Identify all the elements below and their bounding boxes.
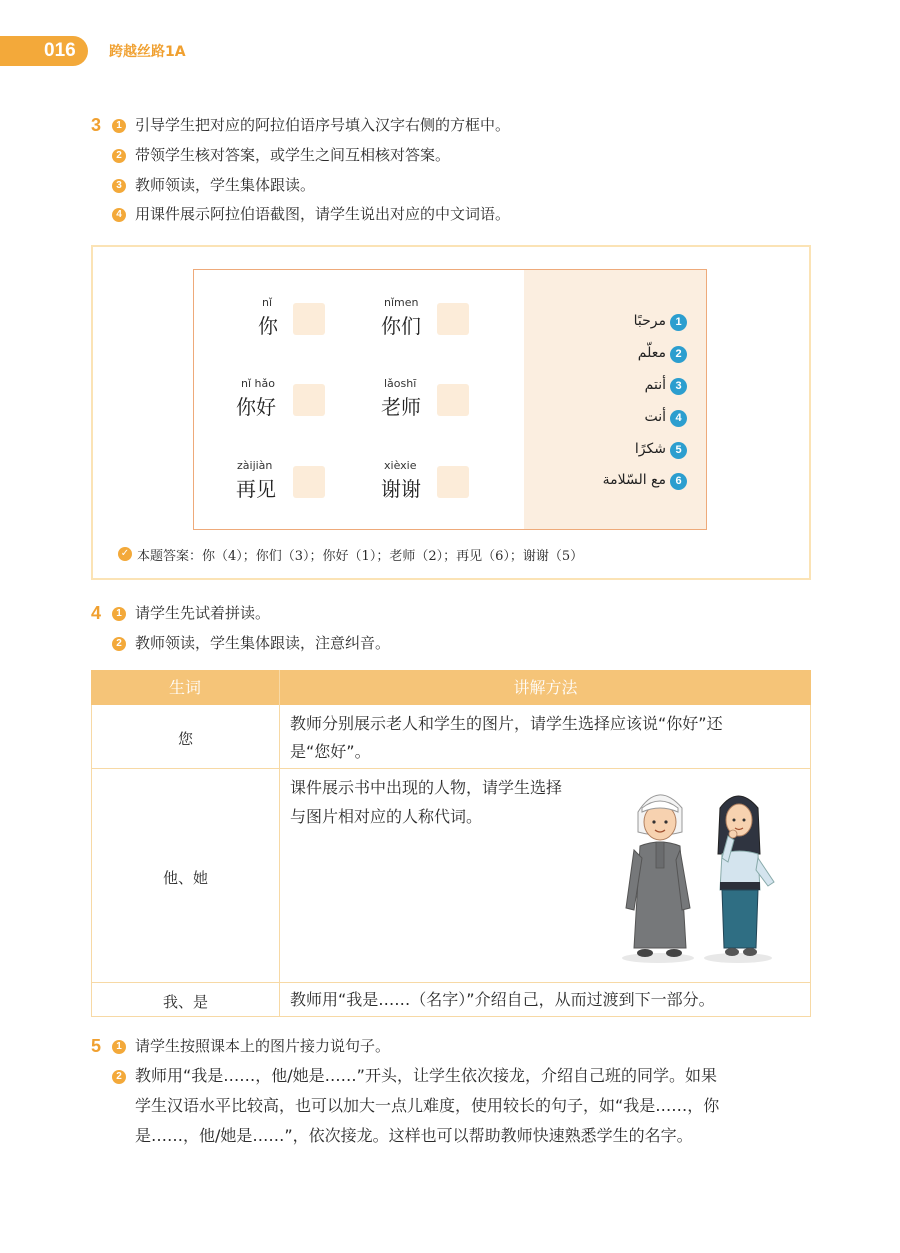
arabic-number: 2 — [670, 346, 687, 363]
section-3-bullet-1: 1 — [112, 119, 126, 133]
table-row-text: 教师用“我是……（名字）”介绍自己，从而过渡到下一部分。 — [290, 990, 715, 1009]
characters-illustration — [610, 778, 800, 968]
table-row-text: 教师分别展示老人和学生的图片，请学生选择应该说“你好”还 — [290, 714, 723, 733]
arabic-word: مرحبًا — [633, 313, 666, 329]
arabic-number: 5 — [670, 442, 687, 459]
section-5-item-2-line-1: 教师用“我是……，他/她是……”开头，让学生依次接龙，介绍自己班的同学。如果 — [135, 1066, 717, 1085]
word-pinyin: nǐmen — [384, 296, 419, 309]
section-3-item-3: 教师领读，学生集体跟读。 — [135, 176, 316, 194]
answer-key: 本题答案：你（4）；你们（3）；你好（1）；老师（2）；再见（6）；谢谢（5） — [137, 549, 584, 564]
table-row-text: 课件展示书中出现的人物，请学生选择 — [290, 778, 563, 797]
arabic-word: أنت — [644, 409, 666, 425]
section-4-item-1: 请学生先试着拼读。 — [135, 604, 271, 622]
word-pinyin: nǐ hǎo — [241, 377, 275, 390]
section-5-number: 5 — [91, 1036, 102, 1056]
table-row-word: 我、是 — [162, 993, 208, 1011]
word-hanzi: 你好 — [236, 395, 276, 419]
answer-box[interactable] — [293, 384, 325, 416]
section-3-item-4: 用课件展示阿拉伯语截图，请学生说出对应的中文词语。 — [135, 205, 511, 223]
book-title: 跨越丝路1A — [109, 44, 186, 60]
section-5-item-1: 请学生按照课本上的图片接力说句子。 — [135, 1037, 391, 1055]
word-pinyin: xièxie — [384, 459, 417, 472]
arabic-number: 1 — [670, 314, 687, 331]
answer-box[interactable] — [437, 303, 469, 335]
section-4-number: 4 — [91, 603, 102, 623]
table-row-word: 他、她 — [162, 869, 208, 887]
word-hanzi: 老师 — [381, 395, 421, 419]
arabic-number: 3 — [670, 378, 687, 395]
answer-box[interactable] — [293, 466, 325, 498]
section-5-bullet-2: 2 — [112, 1070, 126, 1084]
word-pinyin: lǎoshī — [384, 377, 417, 390]
section-3-bullet-3: 3 — [112, 179, 126, 193]
table-column-divider — [279, 670, 280, 1017]
table-row-text: 与图片相对应的人称代词。 — [290, 807, 483, 826]
section-5-bullet-1: 1 — [112, 1040, 126, 1054]
arabic-word: شكرًا — [634, 441, 666, 457]
word-pinyin: nǐ — [262, 296, 273, 309]
table-row-divider — [91, 768, 811, 769]
section-4-bullet-1: 1 — [112, 607, 126, 621]
word-hanzi: 谢谢 — [381, 477, 421, 501]
word-hanzi: 你 — [258, 314, 278, 338]
word-hanzi: 再见 — [236, 477, 276, 501]
check-icon: ✓ — [118, 547, 132, 561]
section-3-bullet-4: 4 — [112, 208, 126, 222]
table-header-word: 生词 — [91, 670, 279, 705]
section-4-bullet-2: 2 — [112, 637, 126, 651]
table-row-text: 是“您好”。 — [290, 742, 371, 761]
section-4-item-2: 教师领读，学生集体跟读，注意纠音。 — [135, 634, 391, 652]
word-pinyin: zàijiàn — [237, 459, 273, 472]
word-hanzi: 你们 — [381, 314, 421, 338]
arabic-number: 6 — [670, 473, 687, 490]
section-3-item-1: 引导学生把对应的阿拉伯语序号填入汉字右侧的方框中。 — [135, 116, 511, 134]
section-5-item-2-line-2: 学生汉语水平比较高，也可以加大一点儿难度，使用较长的句子，如“我是……，你 — [135, 1096, 720, 1115]
table-row-word: 您 — [177, 730, 193, 748]
section-5-item-2-line-3: 是……，他/她是……”，依次接龙。这样也可以帮助教师快速熟悉学生的名字。 — [135, 1126, 693, 1145]
arabic-column — [524, 270, 706, 529]
section-3-number: 3 — [91, 115, 102, 135]
arabic-number: 4 — [670, 410, 687, 427]
answer-box[interactable] — [437, 466, 469, 498]
arabic-word: مع السّلامة — [602, 472, 666, 488]
answer-box[interactable] — [437, 384, 469, 416]
arabic-word: معلّم — [637, 345, 666, 361]
answer-box[interactable] — [293, 303, 325, 335]
arabic-word: أنتم — [644, 377, 666, 393]
section-3-bullet-2: 2 — [112, 149, 126, 163]
table-header-method: 讲解方法 — [280, 670, 811, 705]
section-3-item-2: 带领学生核对答案，或学生之间互相核对答案。 — [135, 146, 451, 164]
table-row-divider — [91, 982, 811, 983]
page-number: 016 — [44, 40, 76, 61]
